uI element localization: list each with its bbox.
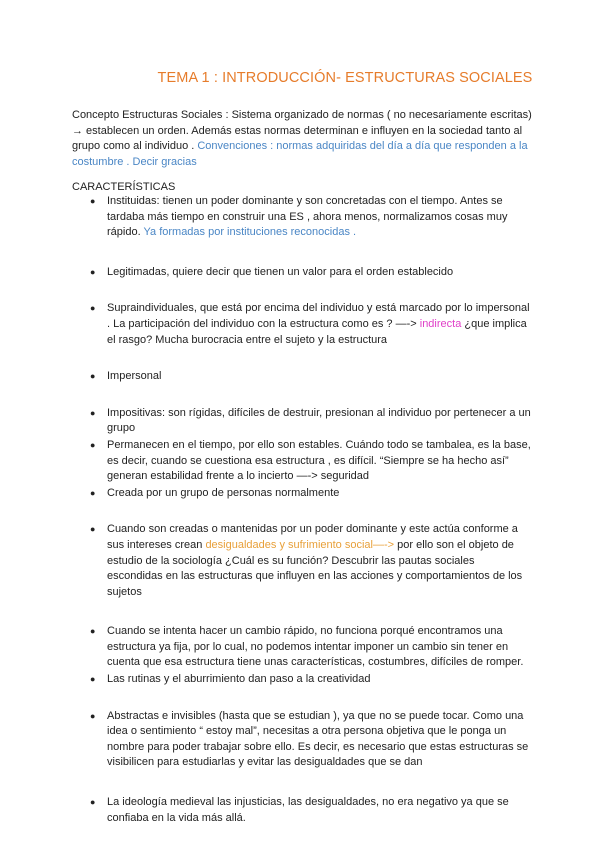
characteristics-list [72,194,532,826]
list-item [72,265,532,281]
intro-paragraph [72,108,532,170]
item-text: Cuando son creadas o mantenidas por un poder dominante y este actúa conforme a sus intereses crean [107,523,518,551]
bullet-icon: ● [90,797,96,808]
item-text: Instituidas: tienen un poder dominante y son concretadas con el tiempo. Antes se tardaba más tiempo en construir una ES , ahora menos, normalizamos cosas muy rápido. [107,195,508,239]
bullet-icon: ● [90,439,96,450]
item-after: por ello son el objeto de estudio de la sociología ¿Cuál es su función? Descubrir las pautas sociales escondidas en las estructuras que influyen en las acciones y comportamientos de los sujetos [107,538,523,598]
item-after: ¿que implica el rasgo? Mucha burocracia entre el sujeto y la estructura [107,317,527,346]
list-item [72,194,532,241]
bullet-icon: ● [90,710,96,721]
section-heading: CARACTERÍSTICAS [72,181,176,193]
bullet-icon: ● [90,266,96,277]
list-item [72,624,532,671]
list-item [72,438,532,485]
list-item [72,522,532,600]
item-text: Legitimadas, quiere decir que tienen un valor para el orden establecido [107,265,454,278]
item-text: La ideología medieval las injusticias, las desigualdades, no era negativo ya que se confiaba en la vida más allá. [107,796,509,824]
bullet-icon: ● [90,371,96,382]
item-text: Impersonal [107,370,162,383]
item-text: Cuando se intenta hacer un cambio rápido, no funciona porqué encontramos una estructura ya fija, por lo cual, no podemos intentar imponer un cambio sin tener en cuenta que esa estructura tiene unas características, costumbres, difíciles de romper. [107,625,524,669]
item-text: Impositivas: son rígidas, difíciles de destruir, presionan al individuo por pertenecer a un grupo [107,406,531,435]
intro-text: Concepto Estructuras Sociales : Sistema organizado de normas ( no necesariamente escritas) → establecen un orden. Además estas normas determinan e influyen en la sociedad tanto al grupo como al individuo . [72,109,532,153]
item-text: Creada por un grupo de personas normalmente [107,486,340,499]
item-text: Permanecen en el tiempo, por ello son estables. Cuándo todo se tambalea, es la base, es decir, cuando se cuestiona esa estructura , es difícil. “Siempre se ha hecho así” generan estabilidad frente a lo incierto —-> seguridad [107,438,531,483]
page-title: TEMA 1 : INTRODUCCIÓN- ESTRUCTURAS SOCIALES [157,70,533,86]
list-item [72,301,532,348]
list-item [72,406,532,437]
bullet-icon: ● [90,303,96,314]
list-item [72,672,532,688]
bullet-icon: ● [90,196,96,206]
bullet-icon: ● [90,626,96,637]
item-highlight: indirecta [419,317,462,330]
item-text: Supraindividuales, que está por encima del individuo y está marcado por lo impersonal . La participación del individuo con la estructura como es ? —-> [107,302,530,330]
list-item [72,369,532,385]
item-highlight: Ya formadas por instituciones reconocidas . [140,226,357,239]
bullet-icon: ● [90,524,96,535]
list-item [72,486,532,502]
item-text: Abstractas e invisibles (hasta que se estudian ), ya que no se puede tocar. Como una idea o sentimiento “ estoy mal”, necesitas a otra persona objetiva que le ponga un nombre para poder trabajar sobre ello. Es decir, es necesario que estas estructuras se visibilicen para estudiarlas y evitar las desigualdades que se dan [107,709,529,769]
intro-highlight: Convenciones : normas adquiridas del día a día que responden a la costumbre . Decir gracias [72,140,528,168]
item-highlight: desigualdades y sufrimiento social—-> [205,538,395,551]
list-item [72,795,532,826]
bullet-icon: ● [90,487,96,498]
bullet-icon: ● [90,674,96,685]
item-text: Las rutinas y el aburrimiento dan paso a la creatividad [107,673,371,686]
list-item [72,709,532,771]
bullet-icon: ● [90,407,96,418]
